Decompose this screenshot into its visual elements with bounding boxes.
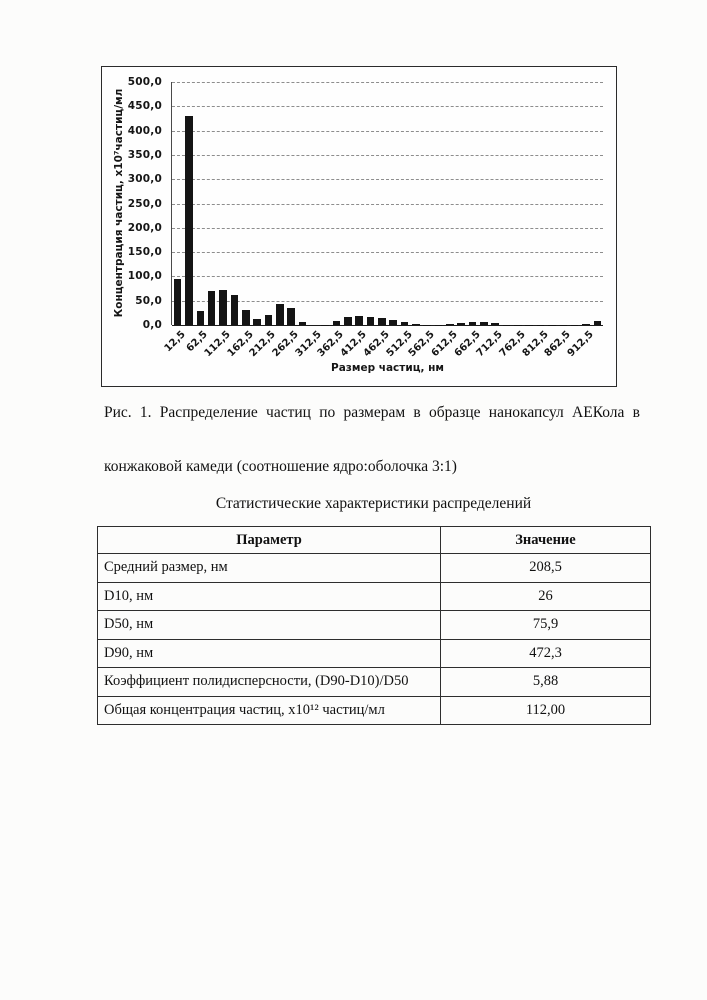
table-title: Статистические характеристики распределений [215, 495, 532, 512]
x-tick-label: 62,5 [184, 329, 211, 355]
bar [197, 311, 205, 325]
y-tick-label: 300,0 [127, 173, 162, 186]
param-cell: D50, нм [98, 611, 441, 640]
table-header-row [98, 527, 651, 554]
bar [299, 322, 307, 325]
x-tick-label: 762,5 [497, 329, 528, 360]
x-tick-label: 662,5 [452, 329, 483, 360]
bar [412, 324, 420, 325]
x-tick-label: 112,5 [202, 329, 233, 360]
gridline [172, 155, 603, 156]
param-cell: Коэффициент полидисперсности, (D90-D10)/D50 [98, 668, 441, 697]
bar [242, 310, 250, 325]
bar [253, 319, 261, 325]
column-header-param: Параметр [98, 527, 441, 554]
table-row [98, 554, 651, 583]
bar [491, 323, 499, 325]
bar [208, 291, 216, 325]
bar [231, 295, 239, 325]
table-row [98, 696, 651, 725]
value-cell: 5,88 [441, 668, 651, 697]
x-tick-label: 712,5 [474, 329, 506, 360]
x-tick-label: 312,5 [293, 329, 324, 360]
gridline [172, 131, 603, 132]
bar [378, 318, 386, 325]
x-tick-label: 612,5 [429, 329, 460, 360]
param-cell: D90, нм [98, 639, 441, 668]
param-cell: D10, нм [98, 582, 441, 611]
x-tick-label: 862,5 [542, 329, 574, 360]
gridline [172, 179, 603, 180]
bar [276, 304, 284, 325]
caption-line-2: конжаковой камеди (соотношение ядро:оболочка 3:1) [104, 458, 457, 475]
value-cell: 472,3 [441, 639, 651, 668]
bar [219, 290, 227, 325]
x-tick-label: 12,5 [162, 329, 188, 355]
bar [287, 308, 295, 325]
bar [446, 324, 454, 325]
x-tick-label: 912,5 [565, 329, 596, 360]
gridline [172, 228, 603, 229]
bar [333, 321, 341, 325]
gridline [172, 204, 603, 205]
gridline [172, 106, 603, 107]
table-row [98, 639, 651, 668]
param-cell: Средний размер, нм [98, 554, 441, 583]
y-tick-label: 400,0 [127, 124, 162, 137]
bar [582, 324, 590, 325]
plot-area [172, 82, 603, 325]
y-tick-label: 350,0 [127, 148, 162, 161]
value-cell: 208,5 [441, 554, 651, 583]
bar [367, 317, 375, 325]
bar [469, 322, 477, 325]
bar [480, 322, 488, 325]
x-tick-label: 812,5 [520, 329, 551, 360]
y-tick-label: 150,0 [127, 246, 162, 259]
y-tick-label: 100,0 [127, 270, 162, 283]
bar [389, 320, 397, 325]
table-body [98, 554, 651, 725]
bar [355, 316, 363, 325]
y-tick-label: 200,0 [127, 221, 162, 234]
stats-table [97, 526, 651, 725]
value-cell: 26 [441, 582, 651, 611]
figure-caption [104, 399, 640, 480]
y-tick-label: 450,0 [127, 100, 162, 113]
x-tick-label: 462,5 [361, 329, 392, 360]
figure-chart-frame [101, 66, 617, 387]
x-tick-label: 412,5 [338, 329, 369, 360]
x-tick-label: 212,5 [248, 329, 279, 360]
x-tick-label: 362,5 [316, 329, 347, 360]
bar [457, 323, 465, 325]
column-header-value: Значение [441, 527, 651, 554]
y-axis-title: Концентрация частиц, х10⁷частиц/мл [113, 88, 125, 318]
bar [344, 317, 352, 325]
y-tick-label: 50,0 [135, 294, 162, 307]
value-cell: 75,9 [441, 611, 651, 640]
x-axis-title: Размер частиц, нм [331, 362, 444, 374]
x-tick-label: 262,5 [270, 329, 301, 360]
bar [185, 116, 193, 325]
x-tick-label: 512,5 [384, 329, 415, 360]
x-tick-label: 162,5 [225, 329, 256, 360]
y-tick-label: 250,0 [127, 197, 162, 210]
gridline [172, 82, 603, 83]
table-row [98, 582, 651, 611]
y-tick-label: 0,0 [142, 319, 162, 331]
bar [594, 321, 602, 325]
table-row [98, 611, 651, 640]
y-tick-label: 500,0 [127, 76, 162, 88]
value-cell: 112,00 [441, 696, 651, 725]
caption-line-1: Рис. 1. Распределение частиц по размерам в образце нанокапсул АЕКола в [104, 404, 640, 421]
gridline [172, 276, 603, 277]
x-tick-label: 562,5 [406, 329, 437, 360]
param-cell: Общая концентрация частиц, х10¹² частиц/мл [98, 696, 441, 725]
x-axis-line [172, 325, 603, 326]
bar [265, 315, 273, 325]
gridline [172, 252, 603, 253]
table-row [98, 668, 651, 697]
bar [174, 279, 182, 325]
bar [401, 322, 409, 325]
